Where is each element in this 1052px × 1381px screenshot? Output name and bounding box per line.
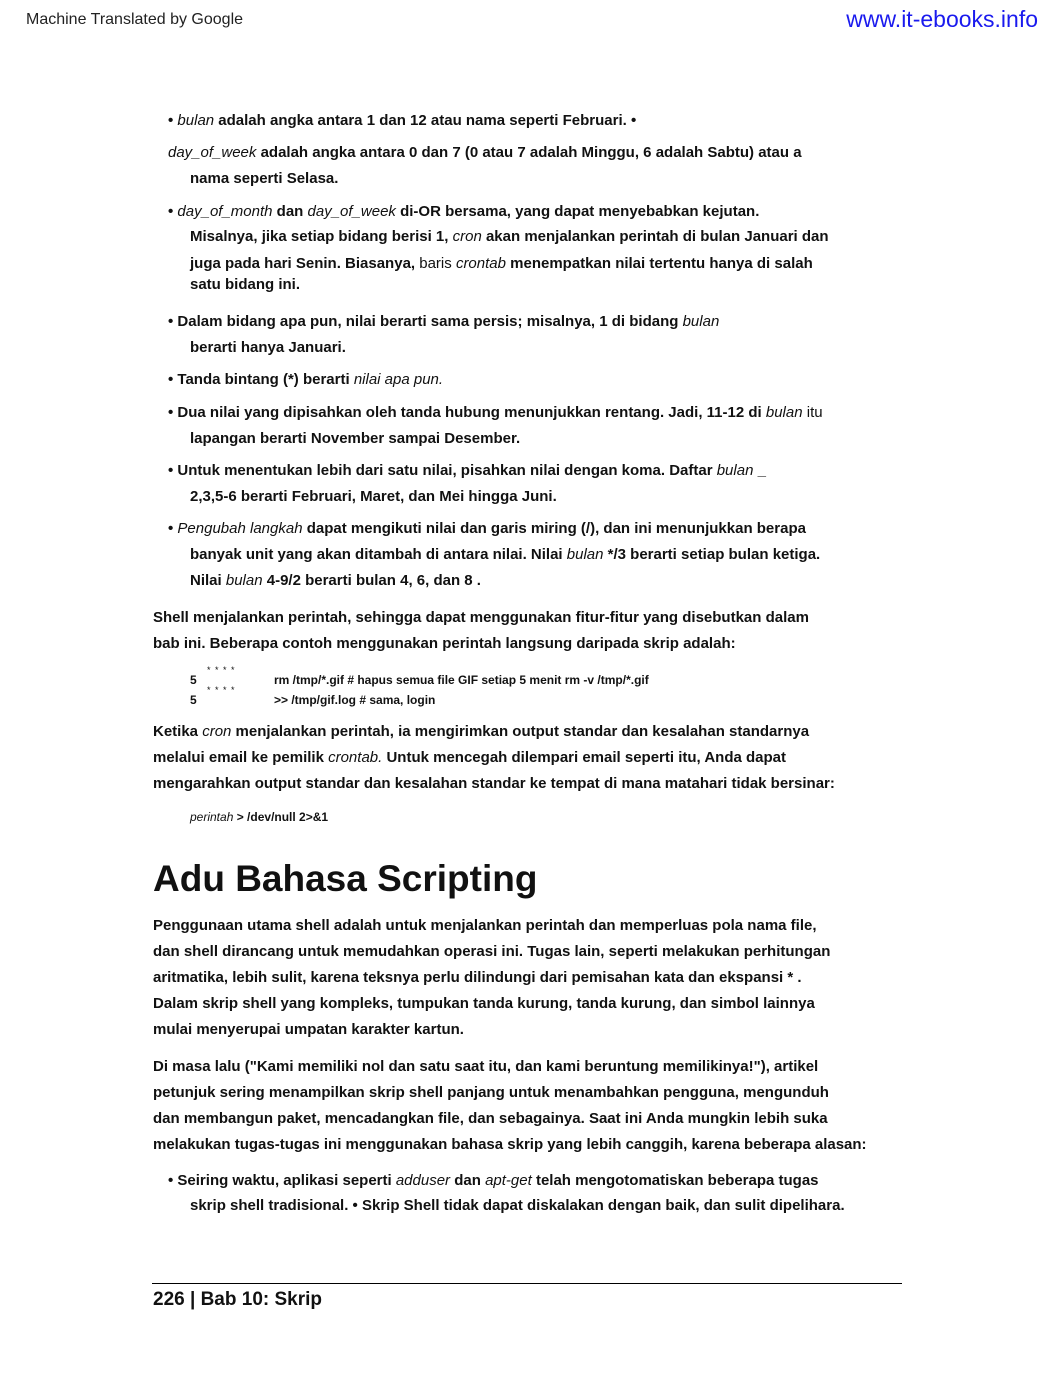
bullet-list-line2: 2,3,5-6 berarti Februari, Maret, dan Mei hingga Juni. <box>190 488 557 505</box>
bullet-or-line3: juga pada hari Senin. Biasanya, baris crontab menempatkan nilai tertentu hanya di salah <box>190 255 813 272</box>
para-cron-line2: melalui email ke pemilik crontab. Untuk mencegah dilempari email seperti itu, Anda dapat <box>153 749 787 766</box>
para-usage-line2: dan shell dirancang untuk memudahkan operasi ini. Tugas lain, seperti melakukan perhitungan <box>153 943 831 960</box>
para-cron-line1: Ketika cron menjalankan perintah, ia mengirimkan output standar dan kesalahan standarnya <box>153 723 810 740</box>
bullet-automation-line2: skrip shell tradisional. • Skrip Shell tidak dapat diskalakan dengan baik, dan sulit dipelihara. <box>190 1197 845 1214</box>
header-translated-label: Machine Translated by Google <box>26 11 244 28</box>
bullet-list-line1: • Untuk menentukan lebih dari satu nilai, pisahkan nilai dengan koma. Daftar bulan _ <box>168 462 766 479</box>
footer-page-label: 226 | Bab 10: Skrip <box>153 1289 323 1310</box>
code-row1-cmd: rm /tmp/*.gif # hapus semua file GIF setiap 5 menit rm -v /tmp/*.gif <box>274 673 649 687</box>
code-row1-num: 5 <box>190 673 197 687</box>
bullet-range-line1: • Dua nilai yang dipisahkan oleh tanda hubung menunjukkan rentang. Jadi, 11-12 di bulan itu <box>168 404 823 421</box>
bullet-or-line4: satu bidang ini. <box>190 276 301 293</box>
bullet-automation-line1: • Seiring waktu, aplikasi seperti adduser dan apt-get telah mengotomatiskan beberapa tugas <box>168 1172 819 1189</box>
code-row2-num: 5 <box>190 693 197 707</box>
code-row2-stars: * * * * <box>207 685 236 695</box>
footer-rule <box>152 1283 902 1284</box>
bullet-exact-line2: berarti hanya Januari. <box>190 339 346 356</box>
para-shell-line1: Shell menjalankan perintah, sehingga dapat menggunakan fitur-fitur yang disebutkan dalam <box>153 609 809 626</box>
bullet-or-line1: • day_of_month dan day_of_week di-OR bersama, yang dapat menyebabkan kejutan. <box>168 203 760 220</box>
header-site-link[interactable]: www.it-ebooks.info <box>846 6 1038 32</box>
para-past-line1: Di masa lalu ("Kami memiliki nol dan satu saat itu, dan kami beruntung memilikinya!"), artikel <box>153 1058 819 1075</box>
para-usage-line5: mulai menyerupai umpatan karakter kartun. <box>153 1021 464 1038</box>
bullet-asterisk: • Tanda bintang (*) berarti nilai apa pun. <box>168 371 444 388</box>
code-row1-stars: * * * * <box>207 665 236 675</box>
bullet-step-line1: • Pengubah langkah dapat mengikuti nilai dan garis miring (/), dan ini menunjukkan berapa <box>168 520 806 537</box>
code-row2-cmd: >> /tmp/gif.log # sama, login <box>274 693 436 707</box>
bullet-month: • bulan adalah angka antara 1 dan 12 atau nama seperti Februari. • <box>168 112 637 129</box>
para-usage-line4: Dalam skrip shell yang kompleks, tumpukan tanda kurung, tanda kurung, dan simbol lainnya <box>153 995 815 1012</box>
para-cron-line3: mengarahkan output standar dan kesalahan standar ke tempat di mana matahari tidak bersinar: <box>153 775 835 792</box>
bullet-day-of-week-line2: nama seperti Selasa. <box>190 170 339 187</box>
bullet-or-line2: Misalnya, jika setiap bidang berisi 1, cron akan menjalankan perintah di bulan Januari dan <box>190 228 829 245</box>
para-shell-line2: bab ini. Beberapa contoh menggunakan perintah langsung daripada skrip adalah: <box>153 635 736 652</box>
para-past-line4: melakukan tugas-tugas ini menggunakan bahasa skrip yang lebih canggih, karena beberapa alasan: <box>153 1136 867 1153</box>
redirect-example: perintah > /dev/null 2>&1 <box>190 810 329 824</box>
para-usage-line1: Penggunaan utama shell adalah untuk menjalankan perintah dan memperluas pola nama file, <box>153 917 817 934</box>
para-past-line3: dan membangun paket, mencadangkan file, dan sebagainya. Saat ini Anda mungkin lebih suka <box>153 1110 828 1127</box>
bullet-range-line2: lapangan berarti November sampai Desember. <box>190 430 521 447</box>
bullet-step-line3: Nilai bulan 4-9/2 berarti bulan 4, 6, dan 8 . <box>190 572 481 589</box>
bullet-step-line2: banyak unit yang akan ditambah di antara nilai. Nilai bulan */3 berarti setiap bulan ketiga. <box>190 546 821 563</box>
para-past-line2: petunjuk sering menampilkan skrip shell panjang untuk menambahkan pengguna, mengunduh <box>153 1084 829 1101</box>
para-usage-line3: aritmatika, lebih sulit, karena teksnya perlu dilindungi dari pemisahan kata dan ekspansi * . <box>153 969 802 986</box>
bullet-exact-line1: • Dalam bidang apa pun, nilai berarti sama persis; misalnya, 1 di bidang bulan <box>168 313 720 330</box>
bullet-day-of-week-line1: day_of_week adalah angka antara 0 dan 7 (0 atau 7 adalah Minggu, 6 adalah Sabtu) atau a <box>168 144 802 161</box>
section-heading: Adu Bahasa Scripting <box>153 858 538 899</box>
